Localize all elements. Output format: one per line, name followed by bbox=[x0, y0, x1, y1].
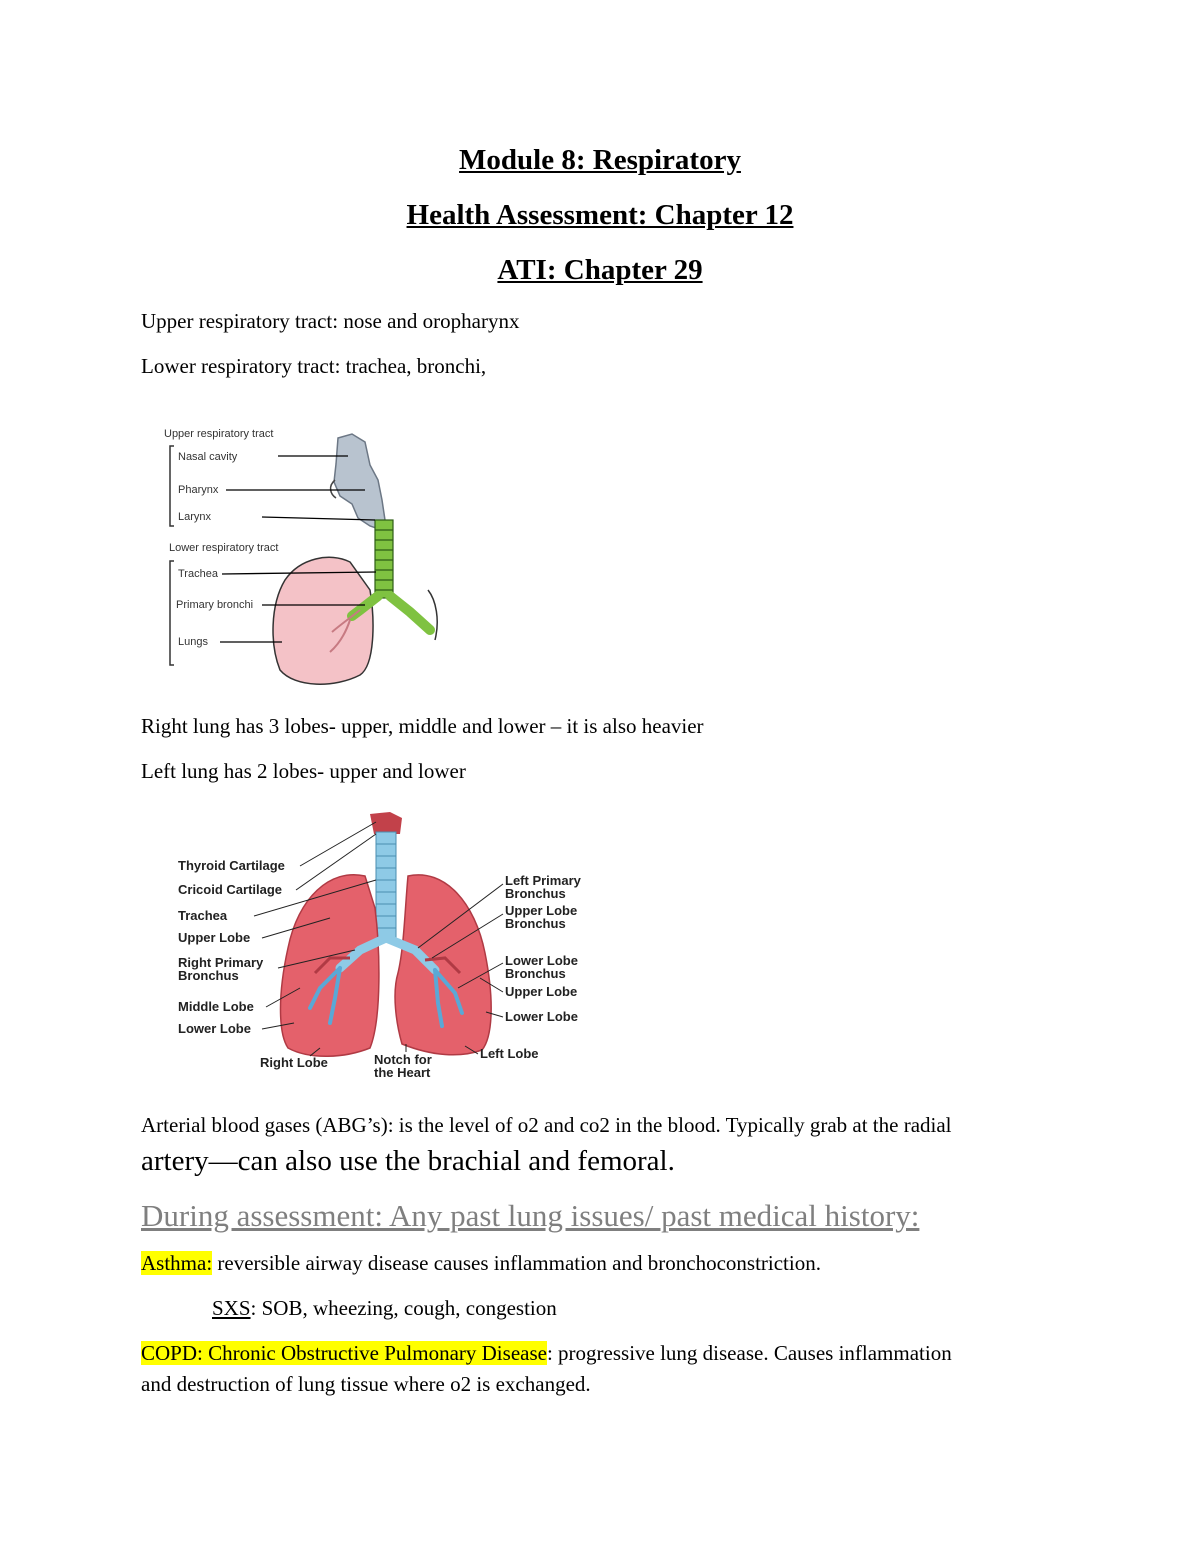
left-lung-shape bbox=[395, 875, 491, 1055]
label-larynx: Larynx bbox=[178, 511, 212, 523]
copd-line2: and destruction of lung tissue where o2 is exchanged. bbox=[141, 1372, 591, 1396]
label-primary-bronchi: Primary bronchi bbox=[176, 599, 254, 611]
lungs-anatomy-diagram bbox=[170, 808, 600, 1090]
label-left-primary-2: Bronchus bbox=[505, 886, 566, 901]
sxs-text: : SOB, wheezing, cough, congestion bbox=[250, 1296, 557, 1320]
upper-bracket bbox=[170, 446, 174, 526]
label-upper-lobe-right: Upper Lobe bbox=[178, 930, 251, 945]
label-upper-lobe-bronchus-2: Bronchus bbox=[505, 916, 566, 931]
sxs-line bbox=[212, 1293, 557, 1323]
assessment-heading: During assessment: Any past lung issues/ past medical history: bbox=[141, 1198, 920, 1233]
label-pharynx: Pharynx bbox=[178, 484, 219, 496]
asthma-line bbox=[141, 1248, 821, 1278]
label-upper-lobe-left: Upper Lobe bbox=[505, 984, 578, 999]
respiratory-tract-diagram bbox=[160, 420, 440, 695]
copd-term: COPD: Chronic Obstructive Pulmonary Disease bbox=[141, 1341, 547, 1365]
label-right-primary-1: Right Primary bbox=[178, 955, 264, 970]
label-trachea-2: Trachea bbox=[178, 908, 228, 923]
lung-shape bbox=[273, 557, 373, 684]
ati-title: ATI: Chapter 29 bbox=[497, 254, 703, 286]
label-lower-lobe-bronchus-2: Bronchus bbox=[505, 966, 566, 981]
module-title: Module 8: Respiratory bbox=[459, 144, 741, 176]
health-assessment-title: Health Assessment: Chapter 12 bbox=[406, 199, 794, 231]
label-nasal-cavity: Nasal cavity bbox=[178, 451, 238, 463]
label-notch-1: Notch for bbox=[374, 1052, 432, 1067]
abg-text-line1: Arterial blood gases (ABG’s): is the level of o2 and co2 in the blood. Typically grab at the radial bbox=[141, 1113, 952, 1137]
label-right-lobe: Right Lobe bbox=[260, 1055, 328, 1070]
asthma-term: Asthma: bbox=[141, 1251, 213, 1275]
label-lungs: Lungs bbox=[178, 636, 208, 648]
sxs-label: SXS bbox=[212, 1296, 251, 1320]
lower-tract-text: Lower respiratory tract: trachea, bronchi, bbox=[141, 354, 487, 378]
label-lower-tract: Lower respiratory tract bbox=[169, 542, 279, 554]
abg-text-line2: artery—can also use the brachial and femoral. bbox=[141, 1145, 675, 1177]
label-cricoid-cartilage: Cricoid Cartilage bbox=[178, 882, 283, 897]
label-middle-lobe: Middle Lobe bbox=[178, 999, 254, 1014]
copd-line1 bbox=[141, 1338, 952, 1368]
copd-description-1: : progressive lung disease. Causes inflammation bbox=[546, 1341, 952, 1365]
label-notch-2: the Heart bbox=[374, 1065, 431, 1080]
asthma-description: reversible airway disease causes inflammation and bronchoconstriction. bbox=[212, 1251, 821, 1275]
label-left-primary-1: Left Primary bbox=[505, 873, 581, 888]
label-left-lobe: Left Lobe bbox=[480, 1046, 539, 1061]
label-lower-lobe-right: Lower Lobe bbox=[178, 1021, 251, 1036]
right-lung-shape bbox=[281, 875, 379, 1057]
left-lung-text: Left lung has 2 lobes- upper and lower bbox=[141, 759, 466, 783]
label-trachea: Trachea bbox=[178, 568, 218, 580]
upper-tract-text: Upper respiratory tract: nose and oropharynx bbox=[141, 309, 520, 333]
right-lung-text: Right lung has 3 lobes- upper, middle and lower – it is also heavier bbox=[141, 714, 704, 738]
label-upper-tract: Upper respiratory tract bbox=[164, 428, 274, 440]
label-thyroid-cartilage: Thyroid Cartilage bbox=[178, 858, 285, 873]
label-right-primary-2: Bronchus bbox=[178, 968, 239, 983]
lower-bracket bbox=[170, 561, 174, 665]
trachea-shape-2 bbox=[376, 832, 396, 942]
leader-thyroid bbox=[300, 822, 376, 866]
label-lower-lobe-bronchus-1: Lower Lobe bbox=[505, 953, 578, 968]
label-lower-lobe-left: Lower Lobe bbox=[505, 1009, 578, 1024]
nasal-cavity-shape bbox=[334, 434, 385, 530]
label-upper-lobe-bronchus-1: Upper Lobe bbox=[505, 903, 578, 918]
trachea-shape bbox=[375, 520, 393, 598]
